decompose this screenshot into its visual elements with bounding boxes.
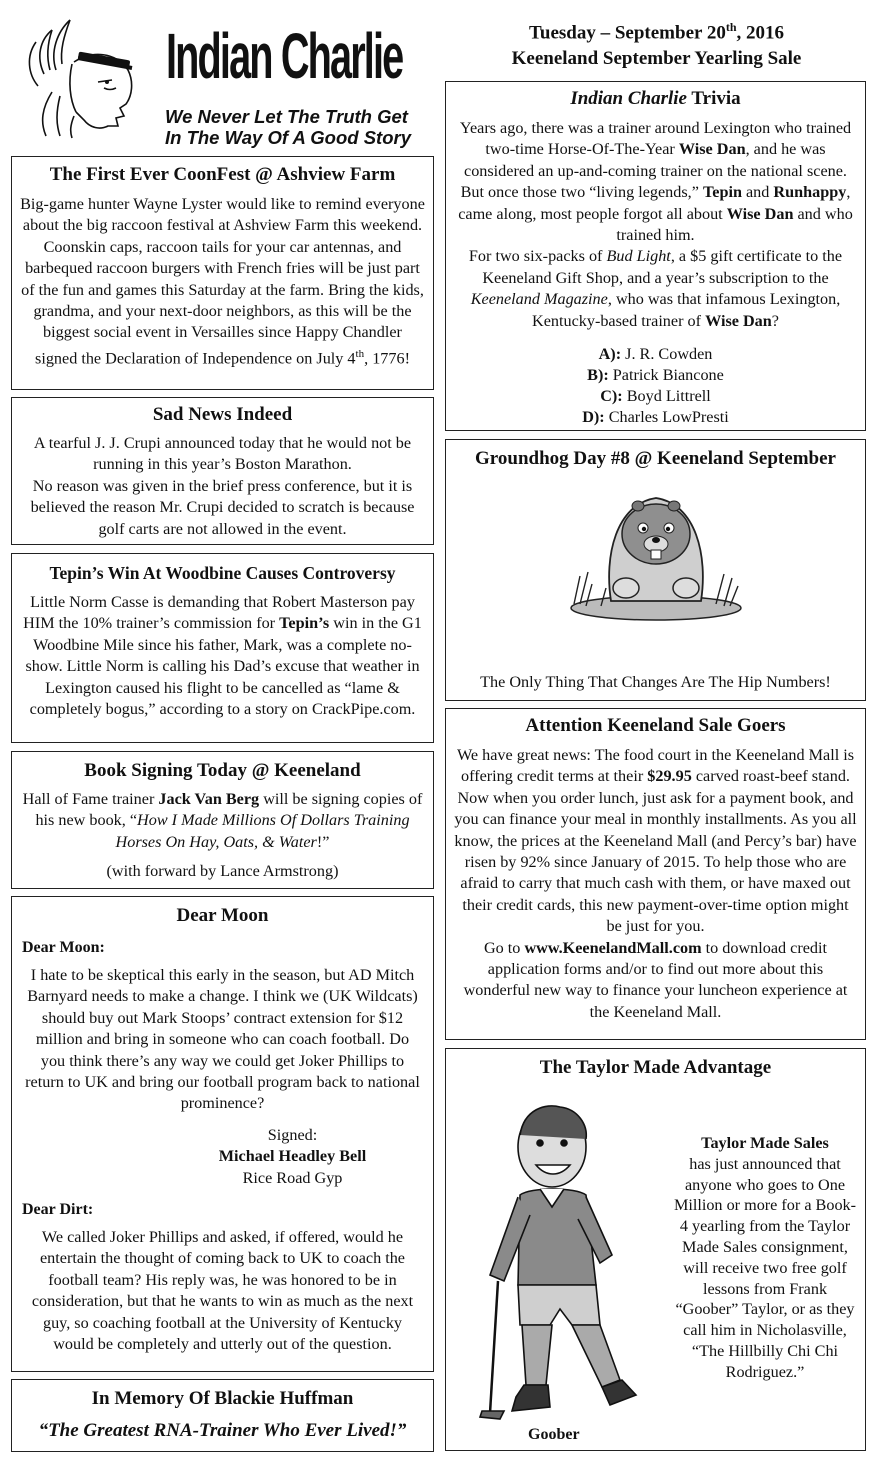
trivia-options (454, 344, 857, 428)
masthead-title: Indian Charlie (166, 20, 403, 92)
signer-place: Rice Road Gyp (242, 1168, 343, 1187)
groundhog-illustration (566, 476, 746, 626)
taylor-made-sales-name: Taylor Made Sales (701, 1134, 829, 1152)
dear-dirt-salutation: Dear Dirt: (22, 1201, 94, 1219)
tepin-body: Little Norm Casse is demanding that Robert Masterson pay HIM the 10% trainer’s commission for Tepin’s win in the G1 Woodbine Mile since his father, Mark, was a complete no-show. Little Norm is calling his Dad’s excuse that weather in Lexington caused his flight to be cancelled as “lame & completely bogus,” according to a story on CrackPipe.com. (23, 593, 422, 719)
trivia-option-d: D): Charles LowPresti (582, 408, 729, 427)
sad-news-p2: No reason was given in the brief press conference, but it is believed the reason Mr. Crupi decided to scratch is because golf carts are not allowed in the event. (30, 476, 415, 538)
tagline-line-1: We Never Let The Truth Get (165, 106, 408, 127)
trivia-option-a: A): J. R. Cowden (598, 345, 713, 364)
taylor-made-article (445, 1048, 866, 1451)
dear-moon-signature (22, 1125, 423, 1189)
trivia-story: Years ago, there was a trainer around Lexington who trained two-time Horse-Of-The-Year Wise Dan, and he was considered an up-and-coming trainer on the national scene. But once those two “living legends,” Tepin and Runhappy, came along, most people forgot all about Wise Dan and who trained him. (458, 119, 853, 245)
dateline (449, 14, 864, 72)
signed-label: Signed: (267, 1125, 318, 1144)
memory-article (11, 1379, 434, 1452)
issue-date: Tuesday – September 20th, 2016 (528, 20, 785, 44)
tepin-article (11, 553, 434, 743)
masthead-tagline (165, 106, 411, 148)
sad-news-heading: Sad News Indeed (152, 404, 293, 425)
coonfest-article (11, 156, 434, 390)
event-name: Keeneland September Yearling Sale (511, 48, 802, 70)
dear-moon-article (11, 896, 434, 1372)
trivia-heading: Indian Charlie Trivia (570, 88, 741, 109)
sale-goers-link-text: Go to www.KeenelandMall.com to download credit application forms and/or to find out more about this wonderful new way to finance your luncheon experience at the Keeneland Mall. (463, 938, 848, 1021)
book-signing-body: Hall of Fame trainer Jack Van Berg will be signing copies of his new book, “How I Made Millions Of Dollars Training Horses On Hay, Oats, & Water!” (22, 790, 423, 851)
keeneland-mall-link[interactable]: www.KeenelandMall.com (524, 938, 702, 957)
sale-goers-article (445, 708, 866, 1040)
trivia-option-c: C): Boyd Littrell (600, 387, 711, 406)
taylor-made-body (670, 1133, 860, 1383)
sale-goers-body: We have great news: The food court in the Keeneland Mall is offering credit terms at their $29.95 carved roast-beef stand. Now when you order lunch, just ask for a payment book, and you can finance your meal in monthly installments. As you all know, the prices at the Keeneland Mall (and Percy’s bar) have risen by 92% since January of 2015. To help those who are afraid to carry that much cash with them, or have maxed out their credit cards, this new payment-over-time option might be just for you. (454, 746, 857, 936)
trivia-article (445, 81, 866, 431)
dear-moon-salutation: Dear Moon: (22, 939, 105, 956)
book-signing-article (11, 751, 434, 889)
book-signing-heading: Book Signing Today @ Keeneland (84, 760, 361, 781)
coonfest-heading: The First Ever CoonFest @ Ashview Farm (49, 164, 396, 185)
dear-moon-heading: Dear Moon (176, 905, 269, 926)
indian-chief-logo (12, 12, 162, 140)
memory-heading: In Memory Of Blackie Huffman (91, 1388, 354, 1409)
groundhog-article (445, 439, 866, 701)
groundhog-caption: The Only Thing That Changes Are The Hip Numbers! (480, 673, 831, 691)
trivia-question: For two six-packs of Bud Light, a $5 gift certificate to the Keeneland Gift Shop, and a year’s subscription to the Keeneland Magazine, who was that infamous Lexington, Kentucky-based trainer of Wise Dan? (468, 247, 843, 330)
trivia-option-b: B): Patrick Biancone (587, 366, 724, 385)
sale-goers-heading: Attention Keeneland Sale Goers (525, 715, 786, 736)
taylor-made-text: has just announced that anyone who goes to One Million or more for a Book-4 yearling from the Taylor Made Sales consignment, will receive two free golf lessons from Frank “Goober” Taylor, or as they call him in Nicholasville, “The Hillbilly Chi Chi Rodriguez.” (673, 1154, 857, 1381)
book-signing-forward: (with forward by Lance Armstrong) (106, 862, 339, 881)
dear-dirt-reply: We called Joker Phillips and asked, if offered, would he entertain the thought of coming back to UK to coach the football team? His reply was, he was honored to be in consideration, but that he wants to win as much as the next guy, so coaching football at the University of Kentucky would be completely and utterly out of the question. (31, 1228, 414, 1354)
memory-quote: “The Greatest RNA-Trainer Who Ever Lived!” (38, 1420, 407, 1441)
sad-news-p1: A tearful J. J. Crupi announced today that he would not be running in this year’s Boston Marathon. (33, 434, 412, 474)
tagline-line-2: In The Way Of A Good Story (165, 127, 411, 148)
taylor-made-heading: The Taylor Made Advantage (539, 1057, 772, 1078)
goober-caricature (460, 1095, 660, 1425)
dear-moon-letter: I hate to be skeptical this early in the season, but AD Mitch Barnyard needs to make a change. I think we (UK Wildcats) should buy out Mark Stoops’ contract extension for $12 million and bring in someone who can coach football. Do you think there’s any way we could get Joker Phillips to return to UK and bring our football program back to national prominence? (25, 966, 420, 1113)
goober-caption: Goober (528, 1426, 580, 1443)
signer-name: Michael Headley Bell (218, 1147, 367, 1166)
tepin-heading: Tepin’s Win At Woodbine Causes Controversy (49, 563, 396, 583)
coonfest-body: Big-game hunter Wayne Lyster would like to remind everyone about the big raccoon festival at Ashview Farm this weekend. Coonskin caps, raccoon tails for your car antennas, and barbequed raccoon burgers with French fries will be just part of the fun and games this Saturday at the farm. Bring the kids, grandma, and your next-door neighbors, as this will be the biggest social event in Versailles since Happy Chandler signed the Declaration of Independence on July 4th, 1776! (20, 195, 425, 368)
sad-news-article (11, 397, 434, 545)
groundhog-heading: Groundhog Day #8 @ Keeneland September (475, 448, 836, 469)
